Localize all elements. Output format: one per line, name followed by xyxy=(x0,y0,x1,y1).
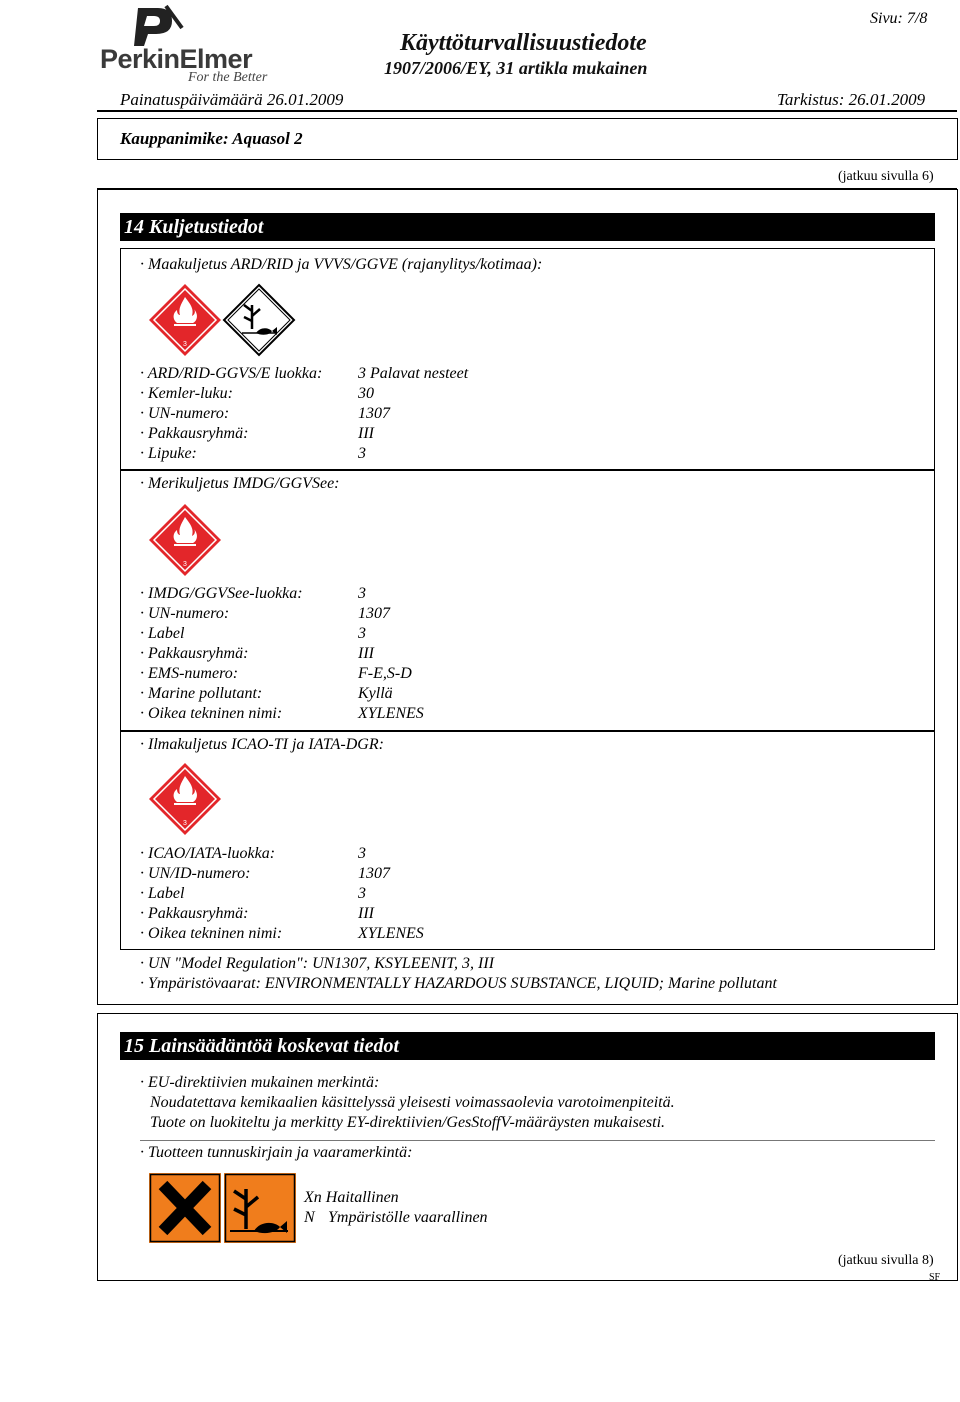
air-row-value: III xyxy=(358,905,374,922)
sea-row-label: · IMDG/GGVSee-luokka: xyxy=(140,585,303,602)
un-model-regulation xyxy=(140,955,494,973)
section-14-title: 14 Kuljetustiedot xyxy=(120,213,935,241)
land-row-label: · Lipuke: xyxy=(140,445,197,462)
sea-row-label: · Oikea tekninen nimi: xyxy=(140,705,283,722)
environment-hazard-icon xyxy=(222,283,296,357)
air-row-label: · Pakkausryhmä: xyxy=(140,905,249,922)
hazard-symbols-heading: · Tuotteen tunnuskirjain ja vaaramerkintä: xyxy=(140,1144,413,1161)
harmful-xn-icon xyxy=(149,1173,221,1243)
symbol-text: Ympäristölle vaarallinen xyxy=(328,1209,488,1226)
sea-row-label: · Label xyxy=(140,625,185,642)
land-transport-heading: · Maakuljetus ARD/RID ja VVVS/GGVE (rajanylitys/kotimaa): xyxy=(140,256,543,273)
un-model-label: · UN "Model Regulation": xyxy=(140,955,309,972)
sea-row-value: 1307 xyxy=(358,605,390,622)
land-row-value: III xyxy=(358,425,374,442)
language-code: SF xyxy=(929,1272,941,1283)
sea-row-label: · Marine pollutant: xyxy=(140,685,263,702)
land-row-label: · Pakkausryhmä: xyxy=(140,425,249,442)
sea-row-label: · UN-numero: xyxy=(140,605,230,622)
trade-name: Kauppanimike: Aquasol 2 xyxy=(120,129,303,148)
sea-row-value: XYLENES xyxy=(358,705,424,722)
air-transport-heading: · Ilmakuljetus ICAO-TI ja IATA-DGR: xyxy=(140,736,384,753)
air-row-label: · ICAO/IATA-luokka: xyxy=(140,845,276,862)
eu-marking-line: Tuote on luokiteltu ja merkitty EY-direktiivien/GesStoffV-määräysten mukaisesti. xyxy=(150,1114,666,1131)
air-row-value: 1307 xyxy=(358,865,390,882)
flame-class-3-icon xyxy=(148,762,222,836)
land-row-value: 3 Palavat nesteet xyxy=(358,365,469,382)
symbol-text: Haitallinen xyxy=(325,1189,399,1206)
environment-n-icon xyxy=(224,1173,296,1243)
land-row-label: · Kemler-luku: xyxy=(140,385,233,402)
sea-row-value: F-E,S-D xyxy=(358,665,412,682)
svg-text:3: 3 xyxy=(183,820,187,827)
eu-marking-heading: · EU-direktiivien mukainen merkintä: xyxy=(140,1074,380,1091)
air-row-label: · UN/ID-numero: xyxy=(140,865,251,882)
land-row-label: · ARD/RID-GGVS/E luokka: xyxy=(140,365,323,382)
document-title: Käyttöturvallisuustiedote xyxy=(400,30,647,56)
flame-class-3-icon xyxy=(148,503,222,577)
air-row-value: XYLENES xyxy=(358,925,424,942)
print-date: Painatuspäivämäärä 26.01.2009 xyxy=(120,90,344,109)
env-hazards-value: ENVIRONMENTALLY HAZARDOUS SUBSTANCE, LIQUID; Marine pollutant xyxy=(264,975,777,992)
un-model-value: UN1307, KSYLEENIT, 3, III xyxy=(312,955,495,972)
sea-row-value: Kyllä xyxy=(358,685,393,702)
symbol-code: N xyxy=(304,1209,315,1226)
symbol-line xyxy=(304,1189,399,1207)
svg-text:3: 3 xyxy=(183,341,187,348)
air-row-label: · Oikea tekninen nimi: xyxy=(140,925,283,942)
sea-row-value: 3 xyxy=(358,625,366,642)
eu-marking-line: Noudatettava kemikaalien käsittelyssä yleisesti voimassaolevia varotoimenpiteitä. xyxy=(150,1094,675,1111)
land-row-value: 1307 xyxy=(358,405,390,422)
sea-row-value: III xyxy=(358,645,374,662)
land-row-label: · UN-numero: xyxy=(140,405,230,422)
environmental-hazards xyxy=(140,975,777,993)
continued-to: (jatkuu sivulla 8) xyxy=(838,1253,934,1268)
land-row-value: 30 xyxy=(358,385,374,402)
svg-text:3: 3 xyxy=(183,561,187,568)
sea-row-value: 3 xyxy=(358,585,366,602)
air-row-value: 3 xyxy=(358,845,366,862)
land-row-value: 3 xyxy=(358,445,366,462)
document-subtitle: 1907/2006/EY, 31 artikla mukainen xyxy=(384,58,648,78)
sea-row-label: · Pakkausryhmä: xyxy=(140,645,249,662)
logo-tagline: For the Better xyxy=(188,70,268,85)
page-number: Sivu: 7/8 xyxy=(870,10,928,27)
divider xyxy=(140,1140,935,1141)
symbol-line xyxy=(304,1209,488,1227)
header-rule xyxy=(97,110,957,112)
symbol-code: Xn xyxy=(304,1189,322,1206)
sea-row-label: · EMS-numero: xyxy=(140,665,239,682)
logo-wordmark: PerkinElmer xyxy=(100,44,253,74)
flame-class-3-icon xyxy=(148,283,222,357)
air-row-value: 3 xyxy=(358,885,366,902)
air-row-label: · Label xyxy=(140,885,185,902)
env-hazards-label: · Ympäristövaarat: xyxy=(140,975,261,992)
revision-date: Tarkistus: 26.01.2009 xyxy=(777,90,926,109)
section-15-title: 15 Lainsäädäntöä koskevat tiedot xyxy=(120,1032,935,1060)
continued-from: (jatkuu sivulla 6) xyxy=(838,169,934,184)
sea-transport-heading: · Merikuljetus IMDG/GGVSee: xyxy=(140,475,340,492)
